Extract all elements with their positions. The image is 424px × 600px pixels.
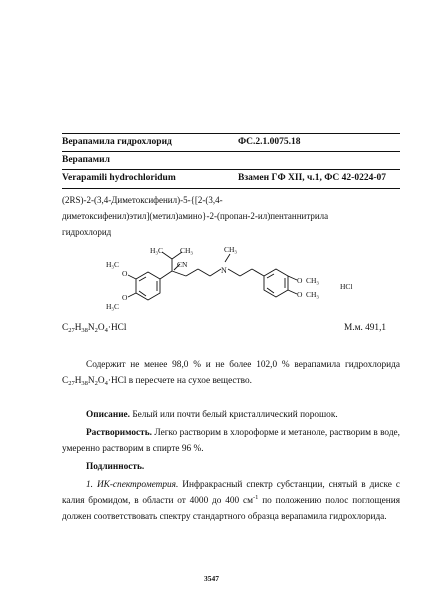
chemical-name-line-1: (2RS)-2-(3,4-Диметоксифенил)-5-{[2-(3,4-: [62, 195, 223, 205]
oxygen-right-2: O: [297, 290, 303, 299]
header-rule-2: [62, 169, 400, 170]
molecular-formula: $C_{27}H_{38}N_2O_4\cdot HCl$: [62, 323, 127, 334]
structural-formula: [0, 240, 424, 320]
hydrochloride-salt: HCl: [340, 282, 353, 291]
replaces-note: Взамен ГФ XII, ч.1, ФС 42-0224-07: [238, 173, 386, 183]
methoxy-right-2: CH₃: [306, 290, 320, 299]
ir-spectrometry-label: 1. ИК-спектрометрия.: [86, 480, 179, 490]
solubility-section: Растворимость. Легко растворим в хлороформе и метаноле, растворим в воде, умеренно растворим в спирте 96 %.: [62, 428, 400, 454]
top-rule: [62, 133, 400, 134]
header-rule-1: [62, 151, 400, 152]
description-label: Описание.: [86, 410, 130, 420]
amine-nitrogen: N: [221, 266, 227, 275]
methoxy-left-1: H₃C: [106, 260, 120, 269]
molecular-weight: М.м. 491,1: [344, 323, 387, 333]
solubility-label: Растворимость.: [86, 428, 152, 438]
oxygen-left-1: O: [122, 269, 128, 278]
header-rule-3: [62, 188, 400, 189]
identity-heading: Подлинность.: [86, 462, 145, 472]
page-number: 3547: [204, 574, 219, 583]
left-benzene-ring: [136, 272, 160, 300]
chemical-name-line-3: гидрохлорид: [62, 227, 112, 237]
content-paragraph: Содержит не менее 98,0 % и не более 102,0 % верапамила гидрохлорида $C_{27}H_{38}N_2O_4\cdot HCl$ в пересчете на сухое вещество.: [62, 360, 400, 387]
n-methyl-group: CH₃: [224, 245, 238, 254]
chemical-name-line-2: диметоксифенил)этил](метил)амино}-2-(пропан-2-ил)пентаннитрила: [62, 211, 329, 221]
nitrile-group: CN: [177, 260, 188, 269]
oxygen-left-2: O: [122, 293, 128, 302]
oxygen-right-1: O: [297, 276, 303, 285]
monograph-name: Верапамила гидрохлорид: [62, 137, 172, 147]
right-benzene-ring: [264, 269, 288, 297]
methoxy-left-2: H₃C: [106, 302, 120, 311]
methoxy-right-1: CH₃: [306, 276, 320, 285]
monograph-latin-name: Verapamili hydrochloridum: [62, 173, 176, 183]
ir-spectrometry-section: 1. ИК-спектрометрия. Инфракрасный спектр субстанции, снятый в диске с калия бромидом, в области от 4000 до 400 $см^{-1}$ по положению полос поглощения должен соответствовать спектру стандартного образца верапамила гидрохлорида.: [62, 480, 400, 522]
isopropyl-methyl-right: CH₃: [180, 246, 194, 255]
description-section: Описание. Белый или почти белый кристаллический порошок.: [86, 410, 338, 420]
monograph-code: ФС.2.1.0075.18: [238, 137, 301, 147]
monograph-short-name: Верапамил: [62, 155, 110, 165]
isopropyl-methyl-left: H₃C: [150, 246, 164, 255]
